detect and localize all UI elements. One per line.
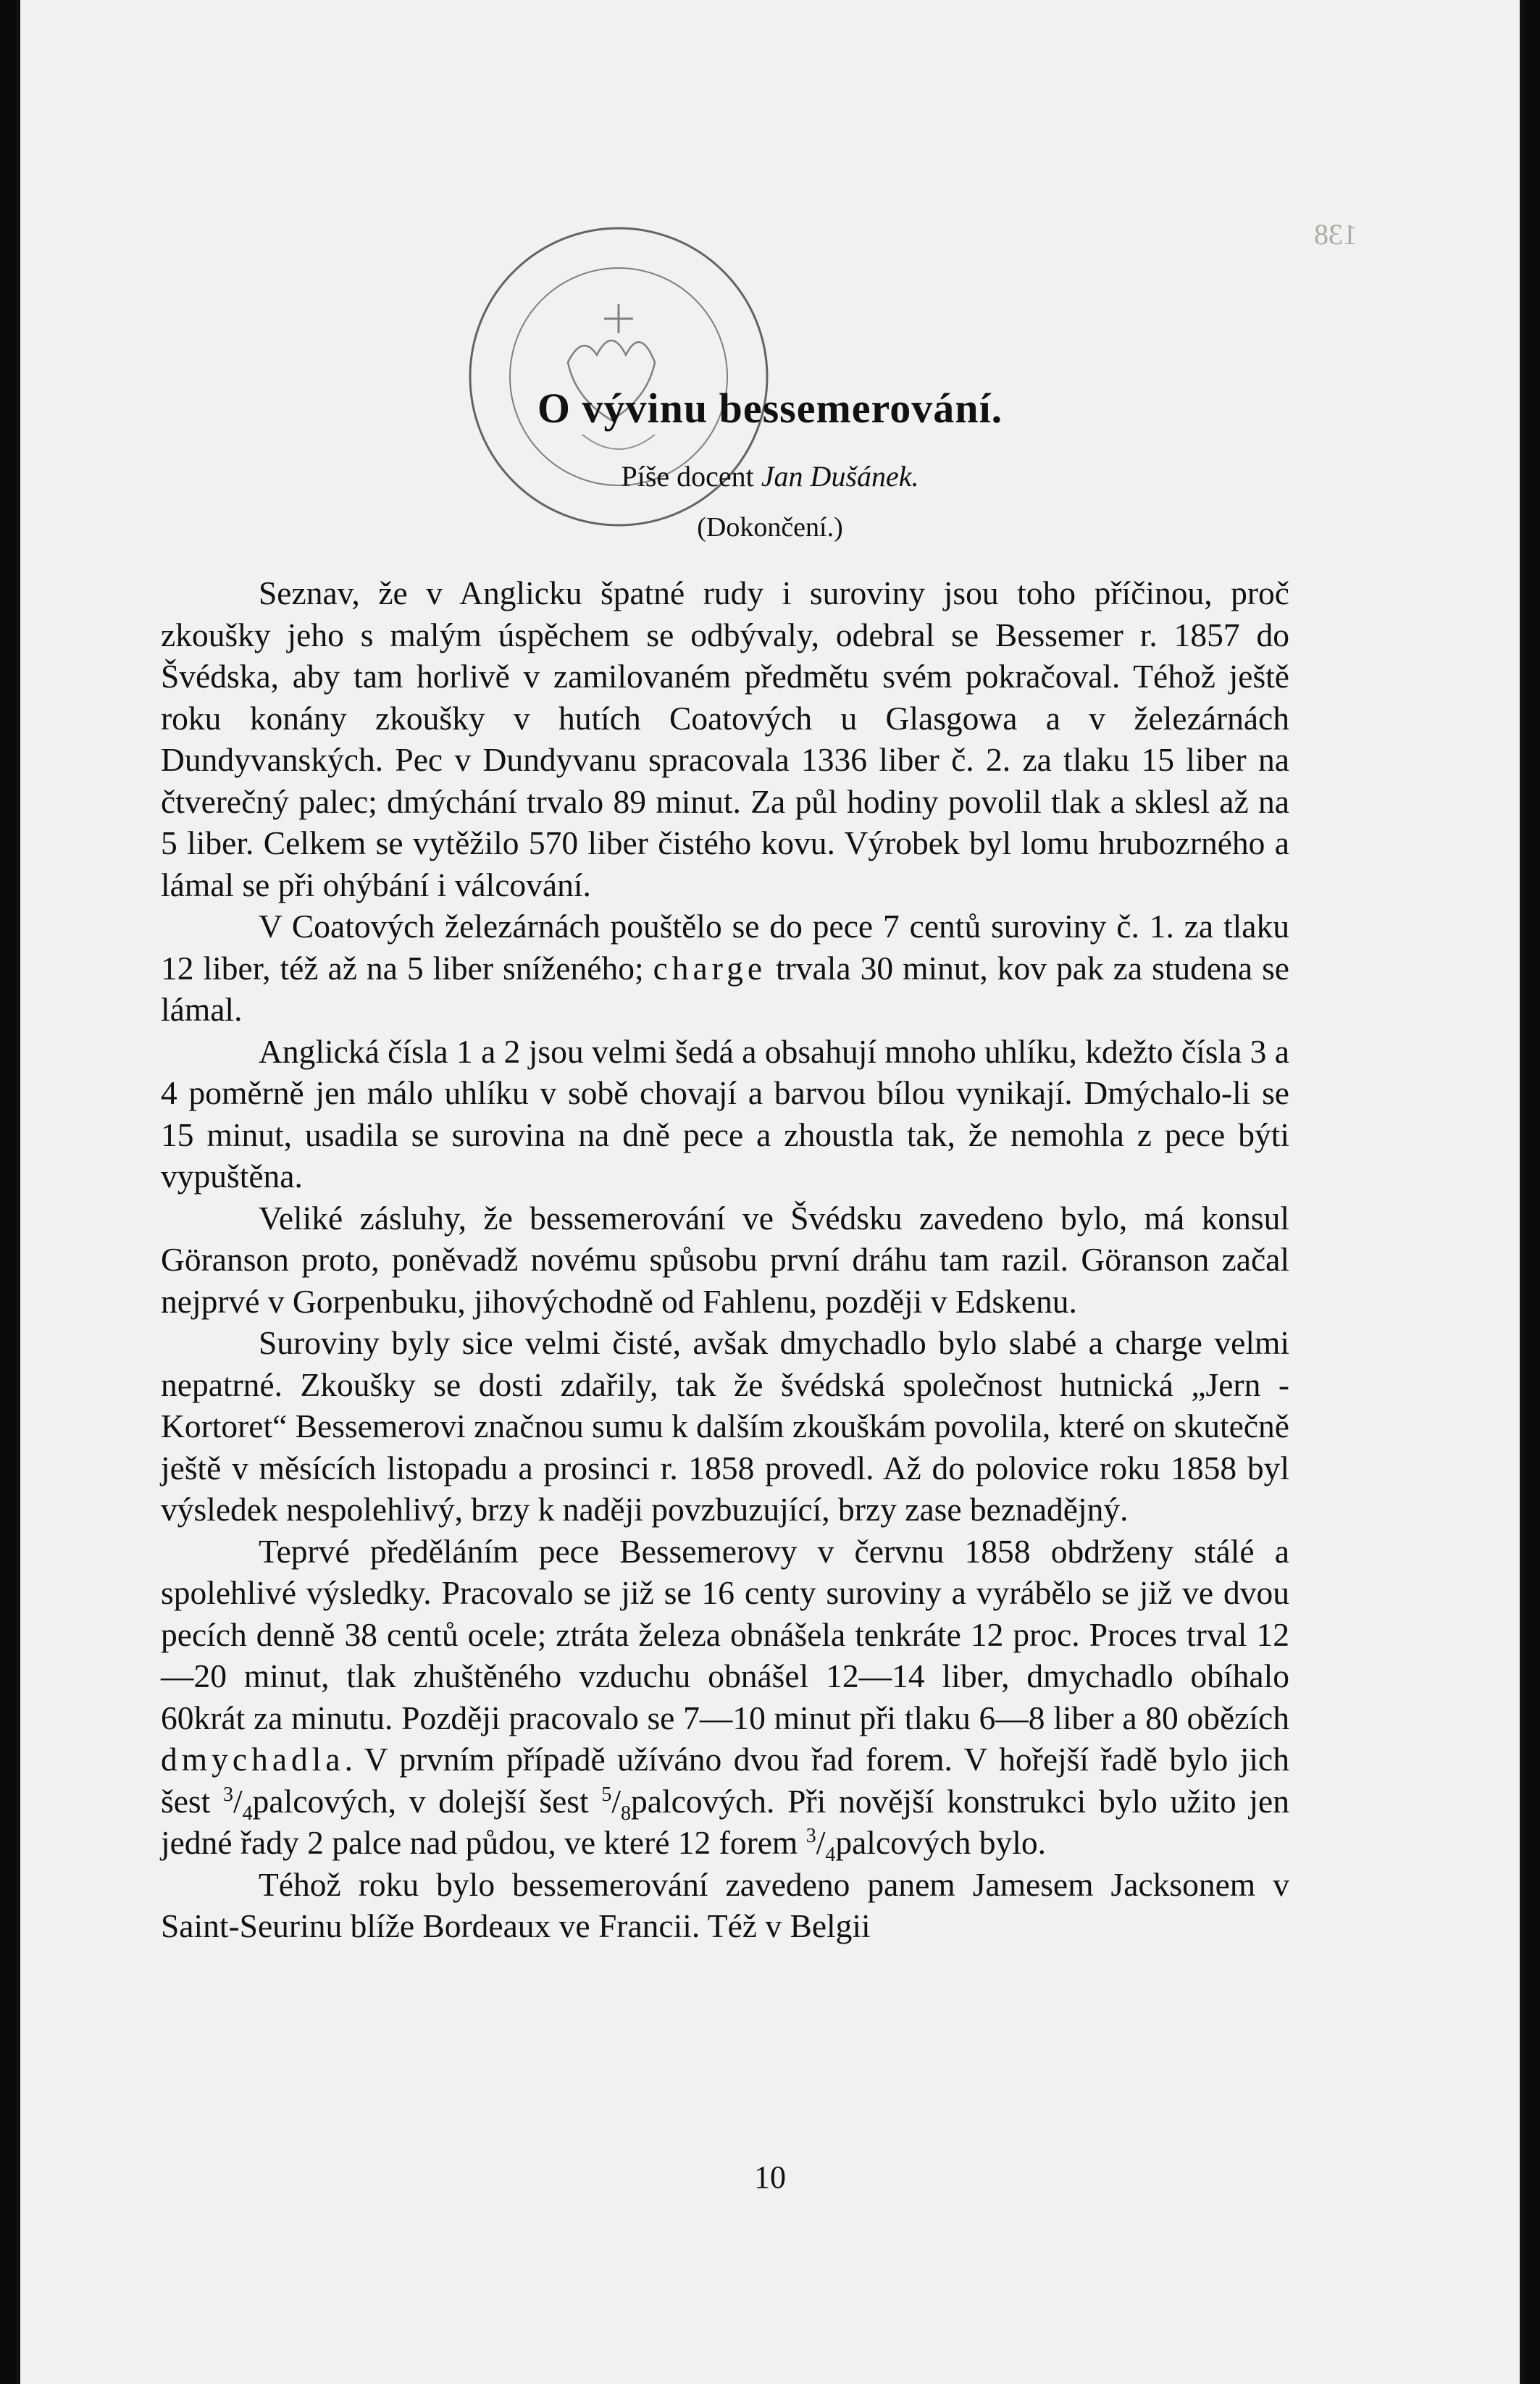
text-run: palcových. Při novější konstrukci bylo užito jen jedné řady 2 palce nad půdou, ve které 12 forem [161, 1782, 1289, 1861]
text-run: palcových bylo. [835, 1824, 1046, 1861]
text-run: / [611, 1782, 622, 1820]
text-run: . V prvním případě užíváno dvou řad forem. V hořejší řadě bylo jich šest [161, 1741, 1289, 1820]
author-name: Jan Dušánek. [761, 460, 919, 493]
text-run: / [233, 1782, 243, 1820]
text-sup: 3 [223, 1783, 234, 1806]
text-run: palcových, v dolejší šest [252, 1782, 602, 1820]
text-run: Veliké zásluhy, že bessemerování ve Švédsku zavedeno bylo, má konsul Göranson proto, poněvadž novému spůsobu první dráhu tam razil. Göranson začal nejprvé v Gorpenbuku, jihovýchodně od Fahlenu, později v Edskenu. [161, 1199, 1289, 1320]
text-run: Teprvé předěláním pece Bessemerovy v červnu 1858 obdrženy stálé a spolehlivé výsledky. Pracovalo se již se 16 centy suroviny a vyrábělo se již ve dvou pecích denně 38 centů ocele; ztráta železa obnášela tenkráte 12 proc. Proces trval 12—20 minut, tlak zhuštěného vzduchu obnášel 12—14 liber, dmychadlo obíhalo 60krát za minutu. Později pracovalo se 7—10 minut při tlaku 6—8 liber a 80 obězích [161, 1532, 1289, 1736]
paragraph [161, 1197, 1289, 1323]
text-run: Anglická čísla 1 a 2 jsou velmi šedá a obsahují mnoho uhlíku, kdežto čísla 3 a 4 poměrně jen málo uhlíku v sobě chovají a barvou bílou vynikají. Dmýchalo-li se 15 minut, usadila se surovina na dně pece a zhoustla tak, že nemohla z pece býti vypuštěna. [161, 1032, 1289, 1195]
text-spaced: dmychadla [161, 1741, 345, 1778]
text-sup: 3 [805, 1824, 816, 1847]
text-run: V Coatových železárnách pouštělo se do pece 7 centů suroviny č. 1. za tlaku 12 liber, též až na 5 liber sníženého; [161, 908, 1289, 987]
article-title: O vývinu bessemerování. [537, 385, 1003, 432]
text-sub: 4 [242, 1802, 253, 1825]
text-run: Suroviny byly sice velmi čisté, avšak dmychadlo bylo slabé a charge velmi nepatrné. Zkoušky se dosti zdařily, tak že švédská společnost hutnická „Jern - Kortoret“ Bessemerovi značnou sumu k dalším zkouškám povolila, které on skutečně ještě v měsících listopadu a prosinci r. 1858 provedl. Až do polovice roku 1858 byl výsledek nespolehlivý, brzy k naději povzbuzující, brzy zase beznadějný. [161, 1324, 1289, 1528]
text-spaced: charge [653, 949, 767, 987]
text-run: Téhož roku bylo bessemerování zavedeno panem Jamesem Jacksonem v Saint-Seurinu blíže Bordeaux ve Francii. Též v Belgii [161, 1865, 1289, 1944]
text-run: trvala 30 minut, kov pak za studena se lámal. [161, 949, 1289, 1028]
scan-border-left [16, 0, 20, 2384]
text-sub: 8 [621, 1802, 632, 1825]
paragraph [161, 572, 1289, 905]
page-number: 10 [754, 2159, 786, 2195]
paragraph [161, 905, 1289, 1031]
text-sup: 5 [601, 1783, 612, 1806]
article-body [161, 572, 1289, 1947]
author-line [16, 459, 1524, 493]
paragraph [161, 1031, 1289, 1197]
text-run: Seznav, že v Anglicku špatné rudy i suroviny jsou toho příčinou, proč zkoušky jeho s malým úspěchem se odbývaly, odebral se Bessemer r. 1857 do Švédska, aby tam horlivě v zamilovaném předmětu svém pokračoval. Téhož ještě roku konány zkoušky v hutích Coatových u Glasgowa a v železárnách Dundyvanských. Pec v Dundyvanu spracovala 1336 liber č. 2. za tlaku 15 liber na čtverečný palec; dmýchání trvalo 89 minut. Za půl hodiny povolil tlak a sklesl až na 5 liber. Celkem se vytěžilo 570 liber čistého kovu. Výrobek byl lomu hrubozrného a lámal se při ohýbání i válcování. [161, 574, 1289, 903]
scan-border-right [1520, 0, 1524, 2384]
text-run: / [816, 1824, 826, 1861]
continuation-note: (Dokončení.) [697, 512, 843, 543]
text-sub: 4 [825, 1844, 836, 1867]
paragraph [161, 1864, 1289, 1947]
scanned-page [16, 0, 1524, 2384]
paragraph [161, 1322, 1289, 1531]
paragraph [161, 1531, 1289, 1867]
author-prefix: Píše docent [621, 460, 754, 493]
bleed-through-page-number: 138 [1314, 218, 1357, 251]
